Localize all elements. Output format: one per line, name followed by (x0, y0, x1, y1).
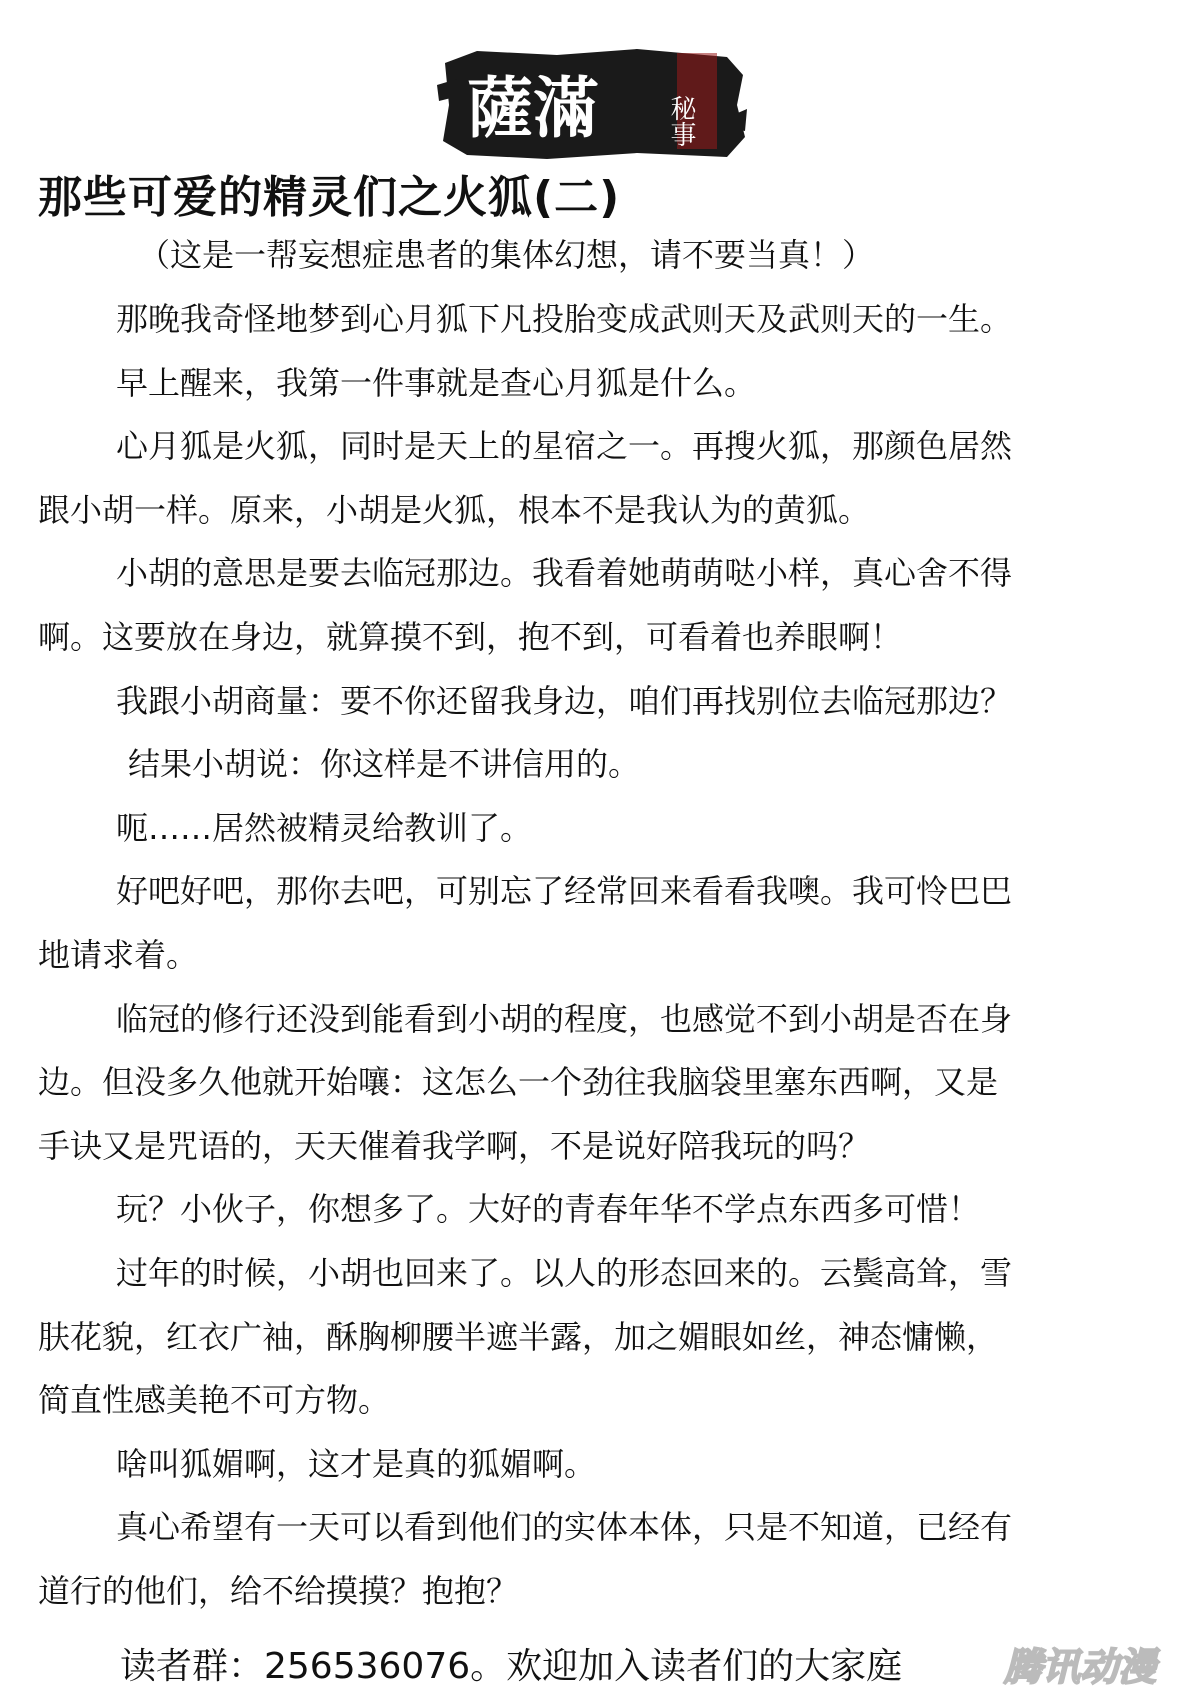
paragraph-line: 过年的时候，小胡也回来了。以人的形态回来的。云鬓高耸，雪 (116, 1253, 1013, 1292)
paragraph-line: 临冠的修行还没到能看到小胡的程度，也感觉不到小胡是否在身 (116, 999, 1013, 1038)
paragraph-line: 结果小胡说：你这样是不讲信用的。 (128, 745, 641, 784)
paragraph-line: 好吧好吧，那你去吧，可别忘了经常回来看看我噢。我可怜巴巴 (116, 872, 1013, 911)
paragraph-line: 真心希望有一天可以看到他们的实体本体，只是不知道，已经有 (116, 1508, 1013, 1547)
logo-main-text: 薩滿 (467, 69, 599, 147)
paragraph-line: 那晚我奇怪地梦到心月狐下凡投胎变成武则天及武则天的一生。 (116, 300, 1013, 338)
paragraph-line: 肤花貌，红衣广袖，酥胸柳腰半遮半露，加之媚眼如丝，神态慵懒， (38, 1317, 999, 1356)
brand-logo (437, 45, 747, 163)
paragraph-line: 小胡的意思是要去临冠那边。我看着她萌萌哒小样，真心舍不得 (116, 554, 1013, 593)
paragraph-line: 啥叫狐媚啊，这才是真的狐媚啊。 (116, 1444, 597, 1483)
paragraph-line: 简直性感美艳不可方物。 (38, 1381, 391, 1420)
page-title: 那些可爱的精灵们之火狐(二) (38, 172, 621, 223)
tencent-comic-watermark (1000, 1640, 1188, 1690)
paragraph-line: 呃……居然被精灵给教训了。 (116, 808, 533, 847)
paragraph-line: 手诀又是咒语的，天天催着我学啊，不是说好陪我玩的吗？ (38, 1126, 871, 1165)
paragraph-line: 跟小胡一样。原来，小胡是火狐，根本不是我认为的黄狐。 (38, 490, 871, 529)
paragraph-line: 心月狐是火狐，同时是天上的星宿之一。再搜火狐，那颜色居然 (116, 427, 1013, 466)
paragraph-line: 我跟小胡商量：要不你还留我身边，咱们再找别位去临冠那边？ (116, 681, 1013, 720)
watermark-logo-icon (1000, 1640, 1188, 1690)
paragraph-line: 早上醒来，我第一件事就是查心月狐是什么。 (116, 363, 757, 402)
paragraph-line: 地请求着。 (38, 935, 199, 974)
watermark-text: 腾讯动漫 (1004, 1645, 1157, 1689)
page-subtitle: （这是一帮妄想症患者的集体幻想，请不要当真！） (138, 236, 875, 274)
paragraph-line: 边。但没多久他就开始嚷：这怎么一个劲往我脑袋里塞东西啊，又是 (38, 1063, 999, 1102)
article-body (38, 288, 1158, 1623)
paragraph-line: 道行的他们，给不给摸摸？抱抱？ (38, 1571, 519, 1610)
paragraph-line: 啊。这要放在身边，就算摸不到，抱不到，可看着也养眼啊！ (38, 617, 903, 656)
paragraph-line: 玩？小伙子，你想多了。大好的青春年华不学点东西多可惜！ (116, 1190, 981, 1229)
logo-seal-text: 秘事 (666, 95, 696, 147)
reader-group-footer: 读者群：256536076。欢迎加入读者们的大家庭 (120, 1646, 903, 1687)
ink-brush-logo-icon (437, 45, 747, 163)
